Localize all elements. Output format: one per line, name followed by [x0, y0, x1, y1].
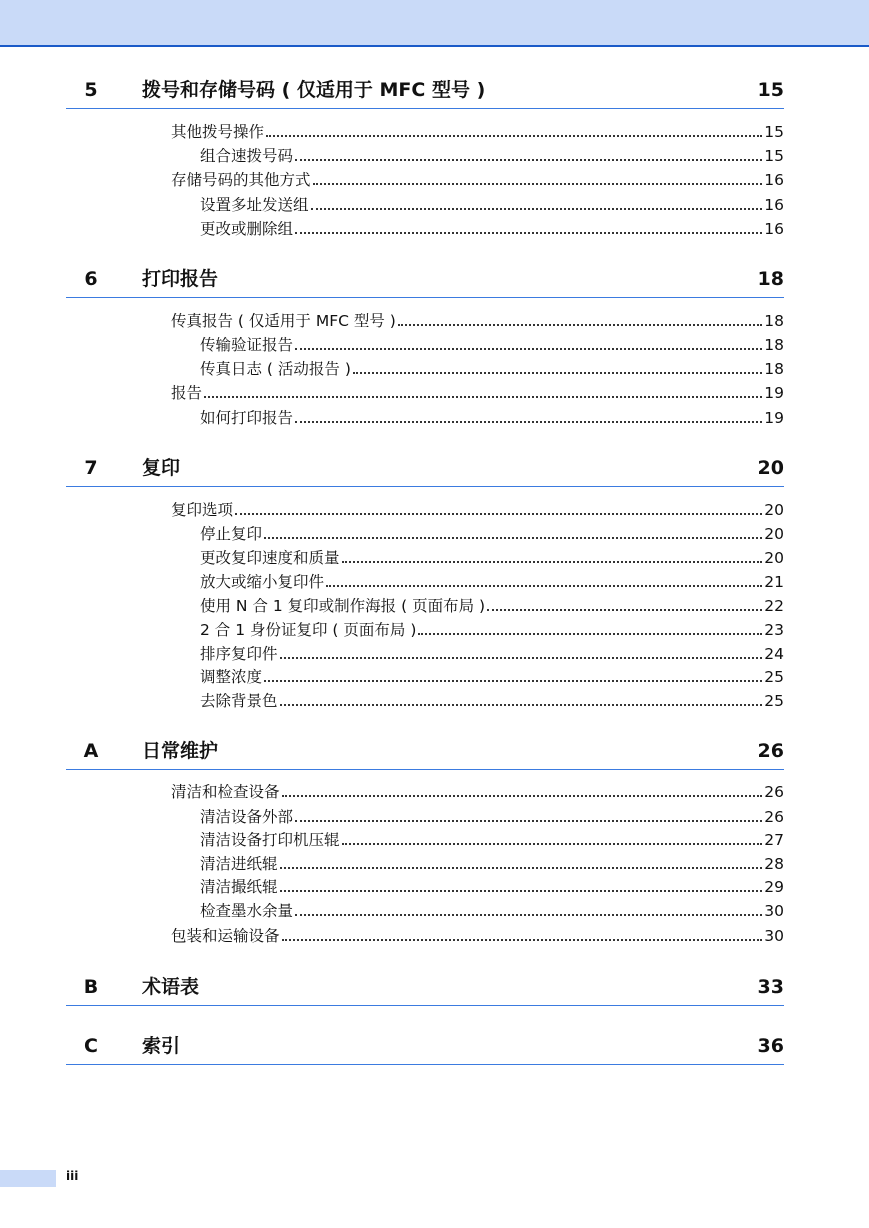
- toc-entry-title: 检查墨水余量: [200, 902, 294, 920]
- dot-leader: [235, 513, 762, 515]
- toc-entry-title: 调整浓度: [200, 668, 263, 686]
- toc-entry[interactable]: [171, 122, 784, 142]
- dot-leader: [280, 890, 763, 892]
- dot-leader: [280, 657, 763, 659]
- toc-entry-page: 27: [764, 831, 784, 849]
- dot-leader: [353, 372, 762, 374]
- toc-entry-page: 22: [764, 597, 784, 615]
- chapter-heading-b[interactable]: [66, 965, 784, 1006]
- toc-entry[interactable]: [200, 548, 784, 568]
- toc-entry-page: 20: [764, 501, 784, 519]
- toc-entry-title: 清洁撮纸辊: [200, 878, 278, 896]
- chapter-number: 6: [84, 268, 98, 290]
- toc-entry-page: 20: [764, 525, 784, 543]
- toc-entry[interactable]: [171, 500, 784, 520]
- toc-entry[interactable]: [200, 854, 784, 874]
- toc-entry[interactable]: [200, 644, 784, 664]
- toc-entry[interactable]: [200, 219, 784, 239]
- toc-entry[interactable]: [171, 311, 784, 331]
- toc-entry-page: 26: [764, 783, 784, 801]
- toc-entry-title: 使用 N 合 1 复印或制作海报 ( 页面布局 ): [200, 597, 486, 615]
- toc-entry-page: 19: [764, 384, 784, 402]
- toc-entry-title: 排序复印件: [200, 645, 278, 663]
- toc-entry-page: 20: [764, 549, 784, 567]
- toc-entry[interactable]: [200, 877, 784, 897]
- dot-leader: [204, 396, 762, 398]
- toc-entry[interactable]: [200, 830, 784, 850]
- chapter-heading-6[interactable]: [66, 257, 784, 298]
- chapter-page: 15: [757, 79, 784, 101]
- toc-entry-page: 25: [764, 692, 784, 710]
- dot-leader: [326, 585, 762, 587]
- chapter-page: 26: [757, 740, 784, 762]
- dot-leader: [264, 680, 762, 682]
- chapter-page: 33: [757, 976, 784, 998]
- toc-entry-page: 16: [764, 171, 784, 189]
- toc-entry[interactable]: [200, 408, 784, 428]
- toc-entry[interactable]: [200, 524, 784, 544]
- dot-leader: [295, 159, 762, 161]
- toc-entry-title: 2 合 1 身份证复印 ( 页面布局 ): [200, 621, 417, 639]
- toc-entry-page: 21: [764, 573, 784, 591]
- dot-leader: [295, 914, 762, 916]
- toc-entry[interactable]: [200, 195, 784, 215]
- toc-entry-title: 停止复印: [200, 525, 263, 543]
- toc-entry-page: 16: [764, 220, 784, 238]
- chapter-title: 索引: [142, 1035, 181, 1057]
- toc-entry-page: 16: [764, 196, 784, 214]
- dot-leader: [313, 183, 763, 185]
- toc-entry-title: 复印选项: [171, 501, 234, 519]
- dot-leader: [280, 704, 763, 706]
- footer-page-number: iii: [66, 1169, 79, 1183]
- chapter-number: A: [83, 740, 99, 762]
- toc-entry-title: 更改或删除组: [200, 220, 294, 238]
- toc-entry-title: 设置多址发送组: [200, 196, 309, 214]
- toc-entry[interactable]: [200, 596, 784, 616]
- chapter-page: 18: [757, 268, 784, 290]
- chapter-heading-c[interactable]: [66, 1024, 784, 1065]
- toc-entry[interactable]: [200, 667, 784, 687]
- dot-leader: [295, 820, 762, 822]
- dot-leader: [282, 939, 763, 941]
- header-band: [0, 0, 869, 47]
- dot-leader: [418, 633, 762, 635]
- footer-tab: [0, 1170, 56, 1187]
- dot-leader: [295, 421, 762, 423]
- dot-leader: [342, 561, 763, 563]
- toc-entry-title: 清洁设备打印机压辊: [200, 831, 340, 849]
- toc-entry[interactable]: [200, 691, 784, 711]
- toc-entry-title: 其他拨号操作: [171, 123, 265, 141]
- chapter-number: 5: [84, 79, 98, 101]
- toc-entry-title: 清洁和检查设备: [171, 783, 280, 801]
- toc-entry-page: 28: [764, 855, 784, 873]
- chapter-title: 日常维护: [142, 740, 219, 762]
- dot-leader: [295, 232, 762, 234]
- toc-entry-page: 30: [764, 927, 784, 945]
- dot-leader: [487, 609, 762, 611]
- dot-leader: [282, 795, 763, 797]
- dot-leader: [342, 843, 763, 845]
- toc-entry-title: 报告: [171, 384, 203, 402]
- toc-entry-title: 传真报告 ( 仅适用于 MFC 型号 ): [171, 312, 396, 330]
- toc-entry-page: 26: [764, 808, 784, 826]
- toc-entry-page: 18: [764, 360, 784, 378]
- dot-leader: [280, 867, 763, 869]
- chapter-page: 20: [757, 457, 784, 479]
- toc-entry[interactable]: [200, 146, 784, 166]
- toc-entry-page: 15: [764, 147, 784, 165]
- dot-leader: [311, 208, 763, 210]
- chapter-title: 复印: [142, 457, 181, 479]
- toc-entry[interactable]: [200, 807, 784, 827]
- chapter-title: 术语表: [142, 976, 200, 998]
- toc-entry-title: 更改复印速度和质量: [200, 549, 340, 567]
- toc-entry-title: 清洁设备外部: [200, 808, 294, 826]
- chapter-title: 打印报告: [142, 268, 219, 290]
- toc-entry-title: 去除背景色: [200, 692, 278, 710]
- toc-entry[interactable]: [200, 335, 784, 355]
- toc-entry[interactable]: [171, 926, 784, 946]
- toc-entry-title: 包装和运输设备: [171, 927, 280, 945]
- toc-entry[interactable]: [200, 572, 784, 592]
- chapter-title: 拨号和存储号码 ( 仅适用于 MFC 型号 ): [142, 79, 486, 101]
- toc-entry[interactable]: [200, 901, 784, 921]
- toc-entry-title: 放大或缩小复印件: [200, 573, 325, 591]
- chapter-heading-a[interactable]: [66, 729, 784, 770]
- toc-entry[interactable]: [200, 359, 784, 379]
- chapter-heading-7[interactable]: [66, 446, 784, 487]
- toc-entry[interactable]: [171, 170, 784, 190]
- toc-entry-page: 30: [764, 902, 784, 920]
- chapter-page: 36: [757, 1035, 784, 1057]
- dot-leader: [264, 537, 762, 539]
- toc-entry-page: 23: [764, 621, 784, 639]
- chapter-number: 7: [84, 457, 98, 479]
- toc-entry-page: 29: [764, 878, 784, 896]
- toc-entry-title: 传输验证报告: [200, 336, 294, 354]
- toc-entry-title: 存储号码的其他方式: [171, 171, 311, 189]
- toc-entry-title: 组合速拨号码: [200, 147, 294, 165]
- toc-entry[interactable]: [200, 620, 784, 640]
- toc-entry-page: 18: [764, 336, 784, 354]
- chapter-number: C: [84, 1035, 98, 1057]
- toc-entry-title: 清洁进纸辊: [200, 855, 278, 873]
- toc-entry-title: 传真日志 ( 活动报告 ): [200, 360, 351, 378]
- toc-entry-page: 25: [764, 668, 784, 686]
- toc-entry[interactable]: [171, 383, 784, 403]
- dot-leader: [295, 348, 762, 350]
- toc-entry[interactable]: [171, 782, 784, 802]
- toc-entry-page: 15: [764, 123, 784, 141]
- chapter-heading-5[interactable]: [66, 68, 784, 109]
- toc-entry-page: 19: [764, 409, 784, 427]
- toc-entry-title: 如何打印报告: [200, 409, 294, 427]
- chapter-number: B: [83, 976, 99, 998]
- toc-entry-page: 24: [764, 645, 784, 663]
- dot-leader: [398, 324, 762, 326]
- dot-leader: [266, 135, 762, 137]
- toc-entry-page: 18: [764, 312, 784, 330]
